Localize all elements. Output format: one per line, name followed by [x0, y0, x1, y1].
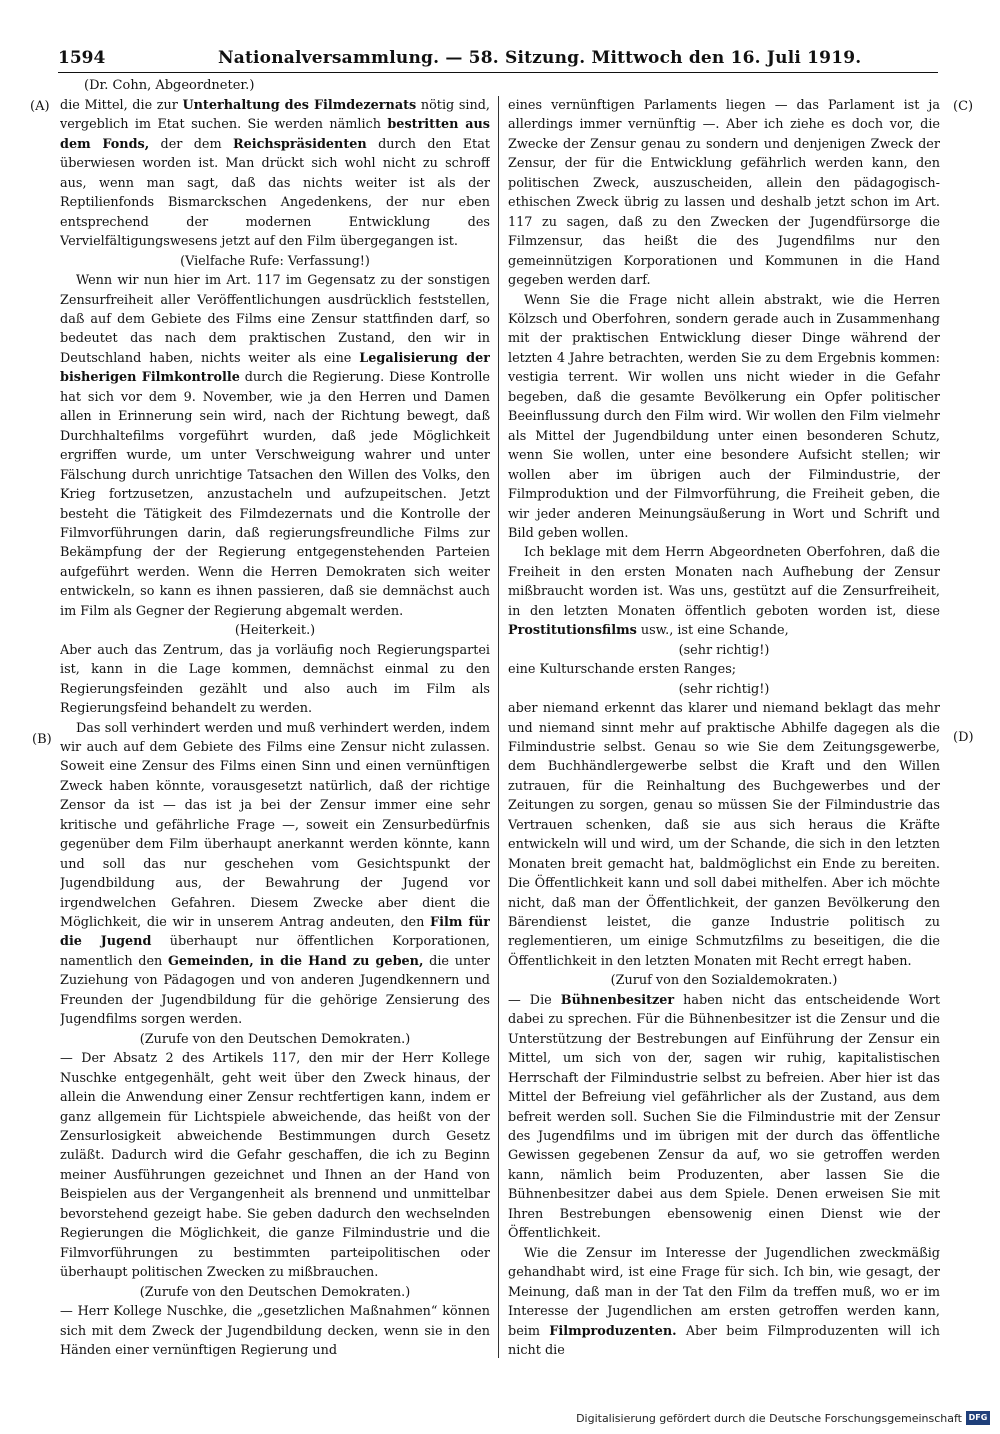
- interjection: (Zuruf von den Sozialdemokraten.): [610, 973, 838, 989]
- running-title: Nationalversammlung. — 58. Sitzung. Mittwoch den 16. Juli 1919.: [218, 48, 862, 68]
- paragraph: Wenn wir nun hier im Art. 117 im Gegensatz zu der sonstigen Zensurfreiheit aller Veröffentlichungen ausdrücklich feststellen, daß auf dem Gebiete des Films eine Zensur stattfinden darf, so bedeutet das nach dem praktischen Zustand, den wir in Deutschland haben, nichts weiter als eine Legalisierung der bisherigen Filmkontrolle durch die Regierung. Diese Kontrolle hat sich vor dem 9. November, wie ja den Herren und Damen allen in Erinnerung sein wird, nach der Richtung bewegt, daß Durchhaltefilms vorgeführt wurden, daß jede Möglichkeit ergriffen wurde, um unter Verschweigung wahrer und unter Fälschung durch unrichtige Tatsachen den Willen des Volks, den Krieg fortzusetzen, anzustacheln und aufzupeitschen. Jetzt besteht die Tätigkeit des Filmdezernats und die Kontrolle der Filmvorführungen darin, daß regierungsfreundliche Films zur Bekämpfung der der Regierung entgegenstehenden Parteien aufgeführt werden. Wenn die Herren Demokraten sich weiter entwickeln, so kann es ihnen passieren, daß sie demnächst auch im Film als Gegner der Regierung abgemalt werden.: [60, 273, 490, 619]
- paragraph: Ich beklage mit dem Herrn Abgeordneten Oberfohren, daß die Freiheit in den ersten Monaten nach Aufhebung der Zensur mißbraucht worden ist. Was uns, gestützt auf die Zensurfreiheit, in den letzten Monaten öffentlich geboten worden ist, diese Prostitutionsfilms usw., ist eine Schande,: [508, 545, 940, 639]
- page-header: [58, 46, 938, 73]
- dfg-logo: DFG: [966, 1411, 990, 1425]
- interjection: (sehr richtig!): [678, 642, 770, 658]
- margin-mark-d: (D): [953, 730, 974, 745]
- page-number: 1594: [58, 48, 106, 68]
- interjection: (Vielfache Rufe: Verfassung!): [180, 253, 370, 269]
- paragraph: Wie die Zensur im Interesse der Jugendlichen zweckmäßig gehandhabt wird, ist eine Frage für sich. Ich bin, wie gesagt, der Meinung, daß man in der Tat den Film da treffen muß, wo er im Interesse der Jugendlichen am ersten getroffen werden kann, beim Filmproduzenten. Aber beim Filmproduzenten will ich nicht die: [508, 1245, 940, 1358]
- left-column: [60, 96, 490, 1358]
- paragraph: eines vernünftigen Parlaments liegen — das Parlament ist ja allerdings immer vernünftig —. Aber ich ziehe es doch vor, die Zwecke der Zensur genau zu sondern und denjenigen Zweck der Zensur, der für die Entwicklung gefährlich werden kann, den politischen Zweck, auszuscheiden, allein den pädagogisch-ethischen Zweck übrig zu lassen und deshalb jetzt schon im Art. 117 zu sagen, daß zu den Zwecken der Jugendfürsorge die Filmzensur, das heißt die des Jugendfilms nur den gemeinnützigen Korporationen und Kommunen in die Hand gegeben werden darf.: [508, 98, 940, 289]
- column-divider: [498, 96, 499, 1358]
- paragraph: Das soll verhindert werden und muß verhindert werden, indem wir auch auf dem Gebiete des Films eine Zensur nicht zulassen. Soweit eine Zensur des Films einen Sinn und einen vernünftigen Zweck haben könnte, vorausgesetzt natürlich, daß der richtige Zensor da ist — das ist ja bei der Zensur immer eine sehr kritische und gefährliche Frage —, soweit ein Zensurbedürfnis gegenüber dem Film überhaupt anerkannt werden könnte, kann und soll das nur geschehen vom Gesichtspunkt der Jugendbildung aus, der Bewahrung der Jugend vor irgendwelchen Gefahren. Diesem Zwecke aber dient die Möglichkeit, die wir in unserem Antrag andeuten, den Film für die Jugend überhaupt nur öffentlichen Korporationen, namentlich den Gemeinden, in die Hand zu geben, die unter Zuziehung von Pädagogen und von anderen Jugendkennern und Freunden der Jugendbildung für die gehörige Zensierung des Jugendfilms sorgen werden.: [60, 720, 490, 1028]
- interjection: (Zurufe von den Deutschen Demokraten.): [139, 1284, 411, 1300]
- interjection: (Zurufe von den Deutschen Demokraten.): [139, 1031, 411, 1047]
- right-column: [508, 96, 940, 1358]
- margin-mark-a: (A): [30, 99, 50, 114]
- paragraph: Wenn Sie die Frage nicht allein abstrakt, wie die Herren Kölzsch und Oberfohren, sondern gerade auch in Zusammenhang mit der praktischen Entwicklung dieser Dinge während der letzten 4 Jahre betrachten, werden Sie zu dem Ergebnis kommen: vestigia terrent. Wir wollen uns nicht wieder in die Gefahr begeben, daß die gesamte Bevölkerung ein Opfer politischer Beeinflussung durch den Film wird. Wir wollen den Film vielmehr als Mittel der Jugendbildung unter einen besonderen Schutz, wenn Sie wollen, unter eine besondere Aufsicht stellen; wir wollen aber im übrigen auch der Filmindustrie, der Filmproduktion und der Filmvorführung, die Freiheit geben, die wir jeder anderen Meinungsäußerung in Wort und Schrift und Bild geben wollen.: [508, 292, 940, 541]
- paragraph: — Der Absatz 2 des Artikels 117, den mir der Herr Kollege Nuschke entgegenhält, geht weit über den Zweck hinaus, der allein die Anwendung einer Zensur rechtfertigen kann, indem er ganz allgemein für Lichtspiele abweichende, das heißt von der Zensurlosigkeit abweichende Bestimmungen durch Gesetz zuläßt. Dadurch wird die Gefahr geschaffen, die ich zu Beginn meiner Ausführungen gezeichnet und Ihnen an der Hand von Beispielen aus der Vergangenheit als brennend und unmittelbar bevorstehend gezeigt habe. Sie geben dadurch den wechselnden Regierungen die Möglichkeit, die ganze Filmindustrie und die Filmvorführungen zu bestimmten parteipolitischen oder überhaupt politischen Zwecken zu mißbrauchen.: [60, 1051, 490, 1281]
- margin-mark-c: (C): [953, 99, 974, 114]
- paragraph: die Mittel, die zur Unterhaltung des Filmdezernats nötig sind, vergeblich im Etat suchen. Sie werden nämlich bestritten aus dem Fonds, der dem Reichspräsidenten durch den Etat überwiesen worden ist. Man drückt sich wohl nicht zu schroff aus, wenn man sagt, daß das nichts weiter ist als der Reptilienfonds Bismarckschen Angedenkens, der nur eben entsprechend der modernen Entwicklung des Vervielfältigungswesens jetzt auf den Film übergegangen ist.: [60, 98, 490, 250]
- paragraph: eine Kulturschande ersten Ranges;: [508, 662, 737, 678]
- paragraph: — Herr Kollege Nuschke, die „gesetzlichen Maßnahmen“ können sich mit dem Zweck der Jugendbildung decken, wenn sie in den Händen einer vernünftigen Regierung und: [60, 1304, 490, 1358]
- paragraph: aber niemand erkennt das klarer und niemand beklagt das mehr und niemand sinnt mehr auf praktische Abhilfe dagegen als die Filmindustrie selbst. Genau so wie Sie dem Zeitungsgewerbe, dem Buchhändlergewerbe selbst die Kraft und den Willen zutrauen, für die Reinhaltung des Buchgewerbes und der Zeitungen zu sorgen, genau so müssen Sie der Filmindustrie das Vertrauen schenken, daß sie aus sich heraus die Kräfte entwickeln will und wird, um der Schande, die sich in den letzten Monaten breit gemacht hat, baldmöglichst ein Ende zu bereiten. Die Öffentlichkeit kann und soll dabei mithelfen. Aber ich möchte nicht, daß man der Öffentlichkeit, der ganzen Bevölkerung den Bärendienst leistet, die ganze Industrie politisch zu reglementieren, um einige Schmutzfilms zu beseitigen, die die Öffentlichkeit in den letzten Monaten mit Recht erregt haben.: [508, 701, 940, 969]
- paragraph: — Die Bühnenbesitzer haben nicht das entscheidende Wort dabei zu sprechen. Für die Bühnenbesitzer ist die Zensur und die Unterstützung der Bestrebungen auf Einführung der Zensur ein Mittel, um sich von der, sagen wir ruhig, kapitalistischen Herrschaft der Filmindustrie selbst zu befreien. Aber hier ist das Mittel der Befreiung viel gefährlicher als der Zustand, aus dem befreit werden soll. Suchen Sie die Filmindustrie mit der Zensur des Jugendfilms und im übrigen mit der durch das öffentliche Gewissen gegebenen Zensur da auf, wo sie getroffen werden kann, nämlich beim Produzenten, aber lassen Sie die Bühnenbesitzer dabei aus dem Spiele. Denen erweisen Sie mit Ihren Bestrebungen ebensowenig einen Dienst wie der Öffentlichkeit.: [508, 992, 940, 1242]
- interjection: (Heiterkeit.): [234, 623, 316, 639]
- interjection: (sehr richtig!): [678, 681, 770, 697]
- speaker-label: (Dr. Cohn, Abgeordneter.): [84, 78, 255, 93]
- margin-mark-b: (B): [32, 732, 52, 747]
- paragraph: Aber auch das Zentrum, das ja vorläufig noch Regierungspartei ist, kann in die Lage kommen, demnächst einmal zu den Regierungsfeinden gezählt und also auch im Film als Regierungsfeind behandelt zu werden.: [60, 642, 490, 717]
- digitization-credit: Digitalisierung gefördert durch die Deutsche Forschungsgemeinschaft: [576, 1412, 962, 1425]
